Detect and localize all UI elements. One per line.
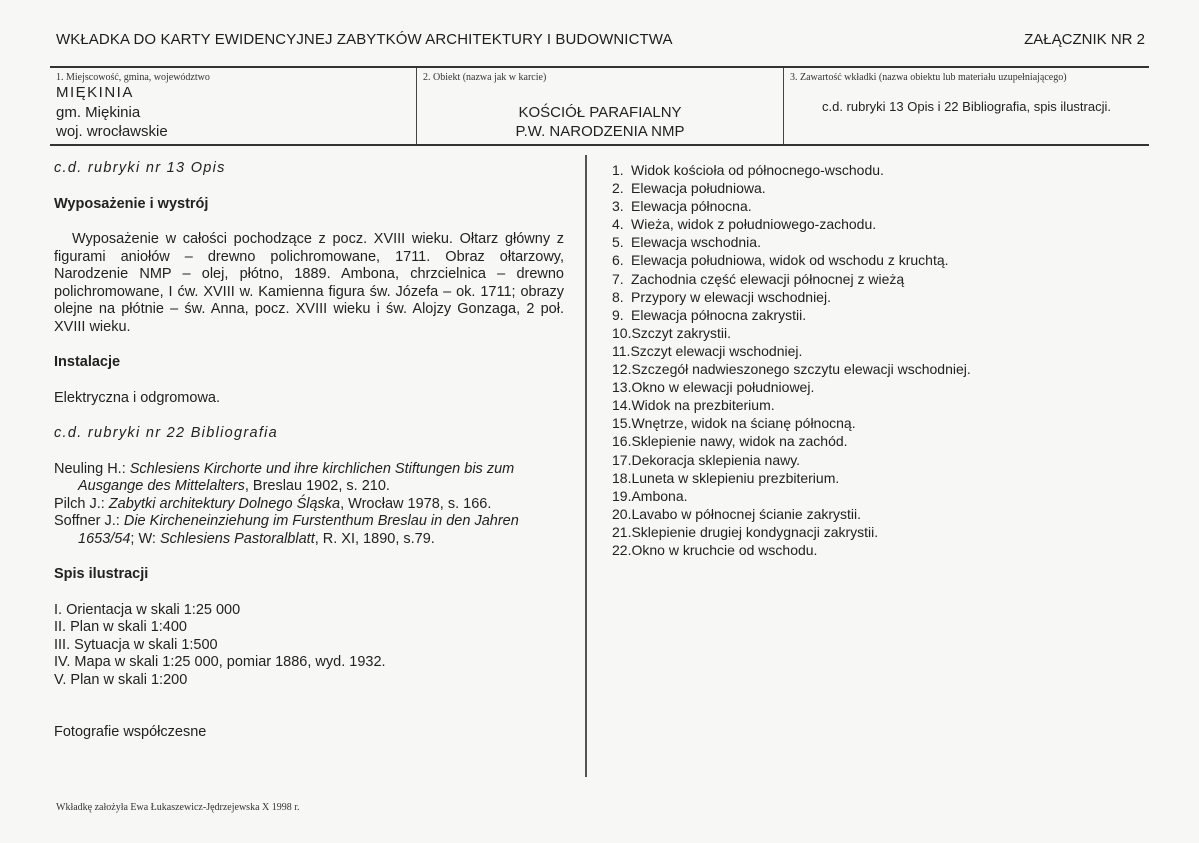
location-voivodeship: woj. wrocławskie (56, 123, 168, 140)
location-town: MIĘKINIA (56, 84, 134, 101)
bibliography-entry: Soffner J.: Die Kircheneinziehung im Furstenthum Breslau in den Jahren 1653/54; W: Schlesiens Pastoralblatt, R. XI, 1890, s.79. (54, 513, 519, 547)
photo-list-item: 6. Elewacja południowa, widok od wschodu z kruchtą. (612, 252, 949, 269)
object-name-line1: KOŚCIÓŁ PARAFIALNY (518, 104, 682, 121)
object-cell (416, 68, 783, 144)
location-cell (50, 68, 415, 144)
photo-list-item: 13. Okno w elewacji południowej. (612, 379, 815, 396)
photo-list-item: 5. Elewacja wschodnia. (612, 234, 761, 251)
paragraph-wyposazenie: Wyposażenie w całości pochodzące z pocz. XVIII wieku. Ołtarz główny z figurami aniołów – drewno polichromowane, 1711. Obraz ołtarzowy, Narodzenie NMP – olej, płótno, 1889. Ambona, chrzcielnica – drewno polichromowane, I ćw. XVIII w. Kamienna figura św. Józefa – ok. 1711; obrazy olejne na płótnie – św. Anna, pocz. XVIII wieku i św. Alojzy Gonzaga, 2 poł. XVIII wieku. (54, 231, 564, 335)
document-title: WKŁADKA DO KARTY EWIDENCYJNEJ ZABYTKÓW ARCHITEKTURY I BUDOWNICTWA (56, 31, 673, 48)
location-commune: gm. Miękinia (56, 104, 141, 121)
left-column (54, 160, 564, 742)
column-divider (585, 155, 587, 777)
map-list-item: I. Orientacja w skali 1:25 000 (54, 601, 241, 618)
photo-list-item: 22. Okno w kruchcie od wschodu. (612, 541, 818, 558)
map-list-item: IV. Mapa w skali 1:25 000, pomiar 1886, wyd. 1932. (54, 654, 386, 670)
section-bibliografia-heading: c.d. rubryki nr 22 Bibliografia (54, 425, 279, 441)
contents-label: 3. Zawartość wkładki (nazwa obiektu lub materiału uzupełniającego) (790, 72, 1067, 83)
photo-list-item: 7. Zachodnia część elewacji północnej z wieżą (612, 270, 905, 287)
map-list-item: II. Plan w skali 1:400 (54, 619, 187, 635)
photo-list-item: 10. Szczyt zakrystii. (612, 324, 732, 341)
photo-list-item: 8. Przypory w elewacji wschodniej. (612, 288, 831, 305)
photo-list-item: 15. Wnętrze, widok na ścianę północną. (612, 415, 856, 432)
annex-label: ZAŁĄCZNIK NR 2 (1024, 31, 1145, 48)
photo-list-item: 1. Widok kościoła od północnego-wschodu. (612, 162, 884, 178)
photo-list-item: 19. Ambona. (612, 487, 688, 504)
photo-list-item: 11. Szczyt elewacji wschodniej. (612, 342, 803, 359)
object-label: 2. Obiekt (nazwa jak w karcie) (423, 72, 547, 83)
photo-list-item: 21. Sklepienie drugiej kondygnacji zakrystii. (612, 523, 879, 540)
bibliography-entry: Neuling H.: Schlesiens Kirchorte und ihre kirchlichen Stiftungen bis zum Ausgange des Mittelalters, Breslau 1902, s. 210. (54, 460, 515, 494)
header-fields-table (50, 66, 1149, 146)
photo-list-item: 14. Widok na prezbiterium. (612, 397, 775, 414)
photo-list-item: 12. Szczegół nadwieszonego szczytu elewacji wschodniej. (612, 361, 971, 378)
contents-cell (783, 68, 1149, 144)
footer-note: Wkładkę założyła Ewa Łukaszewicz-Jędrzejewska X 1998 r. (56, 802, 300, 813)
heading-instalacje: Instalacje (54, 354, 121, 370)
contents-text: c.d. rubryki 13 Opis i 22 Bibliografia, spis ilustracji. (821, 99, 1111, 114)
instalacje-text: Elektryczna i odgromowa. (54, 389, 221, 406)
bibliography-entry: Pilch J.: Zabytki architektury Dolnego Śląska, Wrocław 1978, s. 166. (54, 495, 492, 512)
photo-list (612, 161, 1082, 559)
location-label: 1. Miejscowość, gmina, województwo (56, 72, 210, 83)
map-list-item: III. Sytuacja w skali 1:500 (54, 636, 218, 653)
photo-list-item: 17. Dekoracja sklepienia nawy. (612, 451, 801, 468)
photo-list-item: 20. Lavabo w północnej ścianie zakrystii. (612, 505, 862, 522)
photo-list-item: 9. Elewacja północna zakrystii. (612, 306, 807, 323)
photo-list-item: 2. Elewacja południowa. (612, 180, 766, 197)
map-list-item: V. Plan w skali 1:200 (54, 671, 188, 688)
object-name (417, 103, 783, 141)
photo-list-item: 3. Elewacja północna. (612, 198, 752, 215)
photo-list-item: 4. Wieża, widok z południowego-zachodu. (612, 216, 877, 233)
photos-label: Fotografie współczesne (54, 724, 207, 740)
photo-list-item: 16. Sklepienie nawy, widok na zachód. (612, 433, 848, 450)
heading-wyposazenie: Wyposażenie i wystrój (54, 195, 209, 212)
heading-spis-ilustracji: Spis ilustracji (54, 566, 149, 582)
photo-list-item: 18. Luneta w sklepieniu prezbiterium. (612, 469, 840, 486)
section-opis-heading: c.d. rubryki nr 13 Opis (54, 160, 226, 176)
object-name-line2: P.W. NARODZENIA NMP (515, 123, 685, 140)
